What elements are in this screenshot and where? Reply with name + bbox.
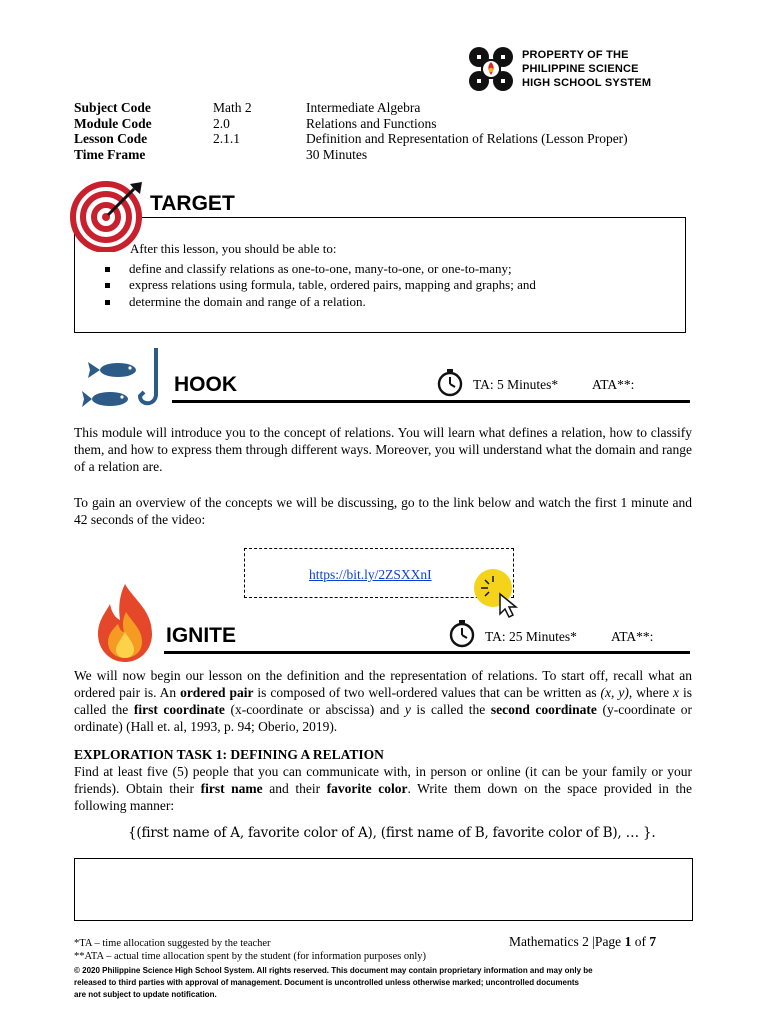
copyright-line: released to third parties with approval of management. Document is uncontrolled unless otherwise marked; uncontrolled documents bbox=[74, 978, 579, 987]
hook-divider bbox=[172, 400, 690, 403]
ignite-ata: ATA**: bbox=[611, 629, 654, 644]
info-code: Math 2 bbox=[213, 100, 252, 115]
text: Find at least five (5) people that you can communicate with, in person or online (it can be your family or your friends). Obtain their bbox=[74, 764, 692, 796]
math-y: y bbox=[404, 702, 411, 717]
copyright-line: © 2020 Philippine Science High School System. All rights reserved. This document may contain proprietary information and may only be bbox=[74, 966, 593, 975]
ignite-title: IGNITE bbox=[166, 624, 237, 647]
info-row-module bbox=[74, 116, 674, 132]
task-title: EXPLORATION TASK 1: DEFINING A RELATION bbox=[74, 747, 384, 762]
text: is called the bbox=[410, 702, 491, 717]
info-row-lesson bbox=[74, 131, 674, 147]
logo-line: PROPERTY OF THE bbox=[522, 49, 629, 61]
info-code: 2.1.1 bbox=[213, 131, 240, 147]
info-key: Lesson Code bbox=[74, 131, 148, 147]
term-favorite-color: favorite color bbox=[326, 781, 408, 796]
page-total: 7 bbox=[649, 934, 657, 949]
logo-line: PHILIPPINE SCIENCE bbox=[522, 63, 639, 75]
lesson-info-table bbox=[74, 100, 674, 162]
target-bullet-text: express relations using formula, table, ordered pairs, mapping and graphs; and bbox=[129, 277, 536, 292]
hook-paragraph-2: To gain an overview of the concepts we will be discussing, go to the link below and watch the first 1 minute and 42 seconds of the video: bbox=[74, 495, 692, 527]
flame-icon bbox=[92, 582, 158, 664]
target-bullet-text: determine the domain and range of a relation. bbox=[129, 294, 366, 309]
page-number bbox=[509, 934, 656, 950]
set-formula: {(first name of A, favorite color of A), (first name of B, favorite color of B), … }. bbox=[128, 825, 656, 841]
stopwatch-icon bbox=[449, 620, 475, 648]
text: , where bbox=[628, 685, 674, 700]
info-title: 30 Minutes bbox=[306, 146, 368, 162]
logo-text bbox=[522, 48, 651, 90]
ignite-ta: TA: 25 Minutes* bbox=[485, 629, 577, 644]
info-title: Intermediate Algebra bbox=[306, 100, 421, 115]
text: We will now begin our lesson on the definition and the representation of relations. To start off, recall what an ordered pair is. An bbox=[74, 668, 692, 700]
hook-ta: TA: 5 Minutes* bbox=[473, 377, 559, 392]
footer-ata-note: **ATA – actual time allocation spent by the student (for information purposes only) bbox=[74, 951, 427, 962]
answer-box[interactable] bbox=[74, 858, 693, 921]
info-code: 2.0 bbox=[213, 115, 230, 131]
target-bullet-text: define and classify relations as one-to-one, many-to-one, or one-to-many; bbox=[129, 261, 512, 276]
term-first-coordinate: first coordinate bbox=[133, 702, 225, 717]
text: (y-coordinate or ordinate) (Hall et. al, 1993, p. 94; Oberio, 2019). bbox=[74, 702, 692, 734]
bullet-icon bbox=[105, 300, 110, 305]
term-ordered-pair: ordered pair bbox=[180, 685, 254, 700]
info-row-time bbox=[74, 147, 674, 163]
text: is called the bbox=[74, 685, 692, 717]
info-key: Time Frame bbox=[74, 146, 146, 162]
math-x: x bbox=[673, 685, 680, 700]
target-intro: After this lesson, you should be able to: bbox=[130, 241, 337, 256]
math-xy: (x, y) bbox=[600, 685, 629, 700]
page-prefix: Mathematics 2 |Page bbox=[509, 934, 625, 949]
target-bullet bbox=[105, 294, 366, 310]
bullet-icon bbox=[105, 267, 110, 272]
text: (x-coordinate or abscissa) and bbox=[224, 702, 405, 717]
stopwatch-icon bbox=[437, 369, 463, 397]
text: is composed of two well-ordered values that can be written as bbox=[253, 685, 601, 700]
task-paragraph bbox=[74, 763, 692, 814]
info-key: Module Code bbox=[74, 115, 152, 131]
page-of: of bbox=[631, 934, 650, 949]
copyright-line: are not subject to update notification. bbox=[74, 990, 217, 999]
text: . Write them down on the space provided in the following manner: bbox=[74, 781, 692, 813]
pshs-logo bbox=[468, 46, 658, 92]
term-first-name: first name bbox=[200, 781, 263, 796]
info-title: Definition and Representation of Relations (Lesson Proper) bbox=[306, 131, 628, 147]
target-bullet bbox=[105, 277, 536, 293]
target-title: TARGET bbox=[150, 192, 235, 215]
footer-ta-note: *TA – time allocation suggested by the teacher bbox=[74, 938, 271, 949]
hook-ata: ATA**: bbox=[592, 377, 635, 392]
pshs-emblem-icon bbox=[468, 46, 514, 92]
hook-title: HOOK bbox=[174, 373, 237, 396]
info-title: Relations and Functions bbox=[306, 115, 437, 131]
video-link[interactable]: https://bit.ly/2ZSXXnI bbox=[309, 567, 432, 582]
hook-paragraph-1: This module will introduce you to the concept of relations. You will learn what defines a relation, how to classify them, and how to express them through different ways. Moreover, you will understand what the domain and range of a relation are. bbox=[74, 425, 692, 474]
info-key: Subject Code bbox=[74, 100, 151, 115]
cursor-click-icon bbox=[472, 568, 528, 618]
logo-line: HIGH SCHOOL SYSTEM bbox=[522, 77, 652, 89]
target-bullet bbox=[105, 261, 512, 277]
text: and their bbox=[262, 781, 327, 796]
info-row-subject bbox=[74, 100, 674, 116]
page-current: 1 bbox=[624, 934, 632, 949]
term-second-coordinate: second coordinate bbox=[490, 702, 597, 717]
bullet-icon bbox=[105, 283, 110, 288]
ignite-paragraph bbox=[74, 667, 692, 735]
fish-hook-icon bbox=[82, 346, 174, 412]
ignite-divider bbox=[164, 651, 690, 654]
